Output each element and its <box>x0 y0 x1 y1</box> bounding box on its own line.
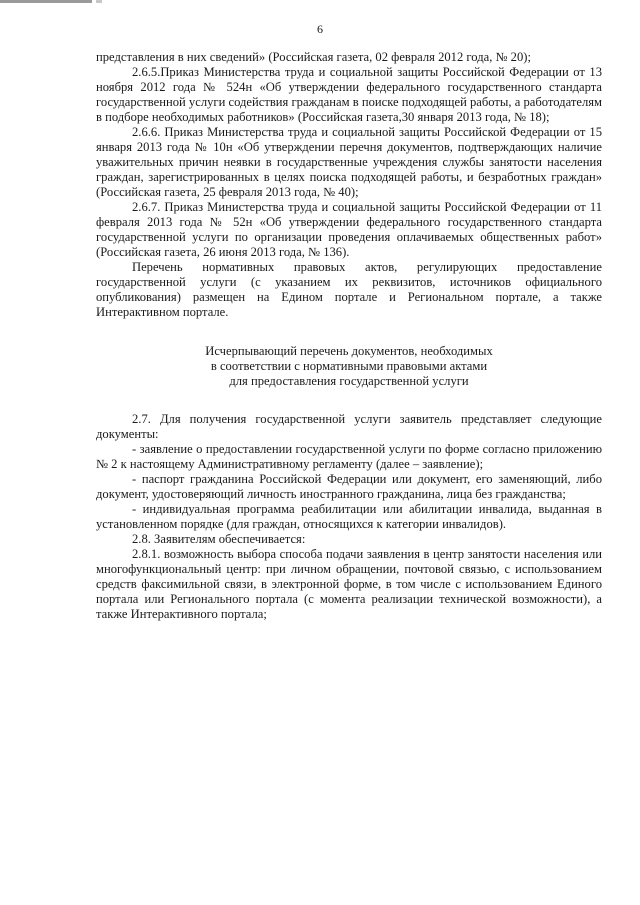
section-heading-line-2: в соответствии с нормативными правовыми актами <box>210 359 488 373</box>
paragraph-2-6-6: 2.6.6. Приказ Министерства труда и социальной защиты Российской Федерации от 15 января 2013 года № 10н «Об утверждении перечня документов, подтверждающих наличие уважительных причин неявки в государственные учреждения службы занятости населения граждан, зарегистрированных в целях поиска подходящей работы, и безработных граждан» (Российская газета, 25 февраля 2013 года, № 40); <box>96 125 602 199</box>
section-heading <box>96 344 602 389</box>
section-heading-line-1: Исчерпывающий перечень документов, необходимых <box>205 344 493 358</box>
paragraph-2-8: 2.8. Заявителям обеспечивается: <box>132 532 306 546</box>
document-body <box>96 50 602 622</box>
list-item-rehab-program: - индивидуальная программа реабилитации или абилитации инвалида, выданная в установленном порядке (для граждан, относящихся к категории инвалидов). <box>96 502 602 531</box>
paragraph-2-8-1: 2.8.1. возможность выбора способа подачи заявления в центр занятости населения или многофункциональный центр: при личном обращении, почтовой связью, с использованием средств факсимильной связи, в электронной форме, в том числе с использованием Единого портала или Регионального портала (с момента реализации технической возможности), а также Интерактивного портала; <box>96 547 602 621</box>
scan-edge-mark-small <box>96 0 102 3</box>
paragraph-2-6-5: 2.6.5.Приказ Министерства труда и социальной защиты Российской Федерации от 13 ноября 2012 года № 524н «Об утверждении федерального государственного стандарта государственной услуги содействия гражданам в поиске подходящей работы, а работодателям в подборе необходимых работников» (Российская газета,30 января 2013 года, № 18); <box>96 65 602 124</box>
section-heading-line-3: для предоставления государственной услуги <box>229 374 469 388</box>
paragraph-perechen: Перечень нормативных правовых актов, регулирующих предоставление государственной услуги (с указанием их реквизитов, источников официального опубликования) размещен на Едином портале и Региональном портале, а также Интерактивном портале. <box>96 260 602 319</box>
page-number: 6 <box>317 22 323 36</box>
paragraph-2-6-7: 2.6.7. Приказ Министерства труда и социальной защиты Российской Федерации от 11 февраля 2013 года № 52н «Об утверждении федерального государственного стандарта государственной услуги по организации проведения оплачиваемых общественных работ» (Российская газета, 26 июня 2013 года, № 136). <box>96 200 602 259</box>
paragraph-continuation: представления в них сведений» (Российская газета, 02 февраля 2012 года, № 20); <box>96 50 531 64</box>
list-item-application: - заявление о предоставлении государственной услуги по форме согласно приложению № 2 к настоящему Административному регламенту (далее – заявление); <box>96 442 602 471</box>
scan-edge-mark <box>0 0 92 3</box>
paragraph-2-7: 2.7. Для получения государственной услуги заявитель представляет следующие документы: <box>96 412 602 441</box>
list-item-passport: - паспорт гражданина Российской Федерации или документ, его заменяющий, либо документ, удостоверяющий личность иностранного гражданина, лица без гражданства; <box>96 472 602 501</box>
